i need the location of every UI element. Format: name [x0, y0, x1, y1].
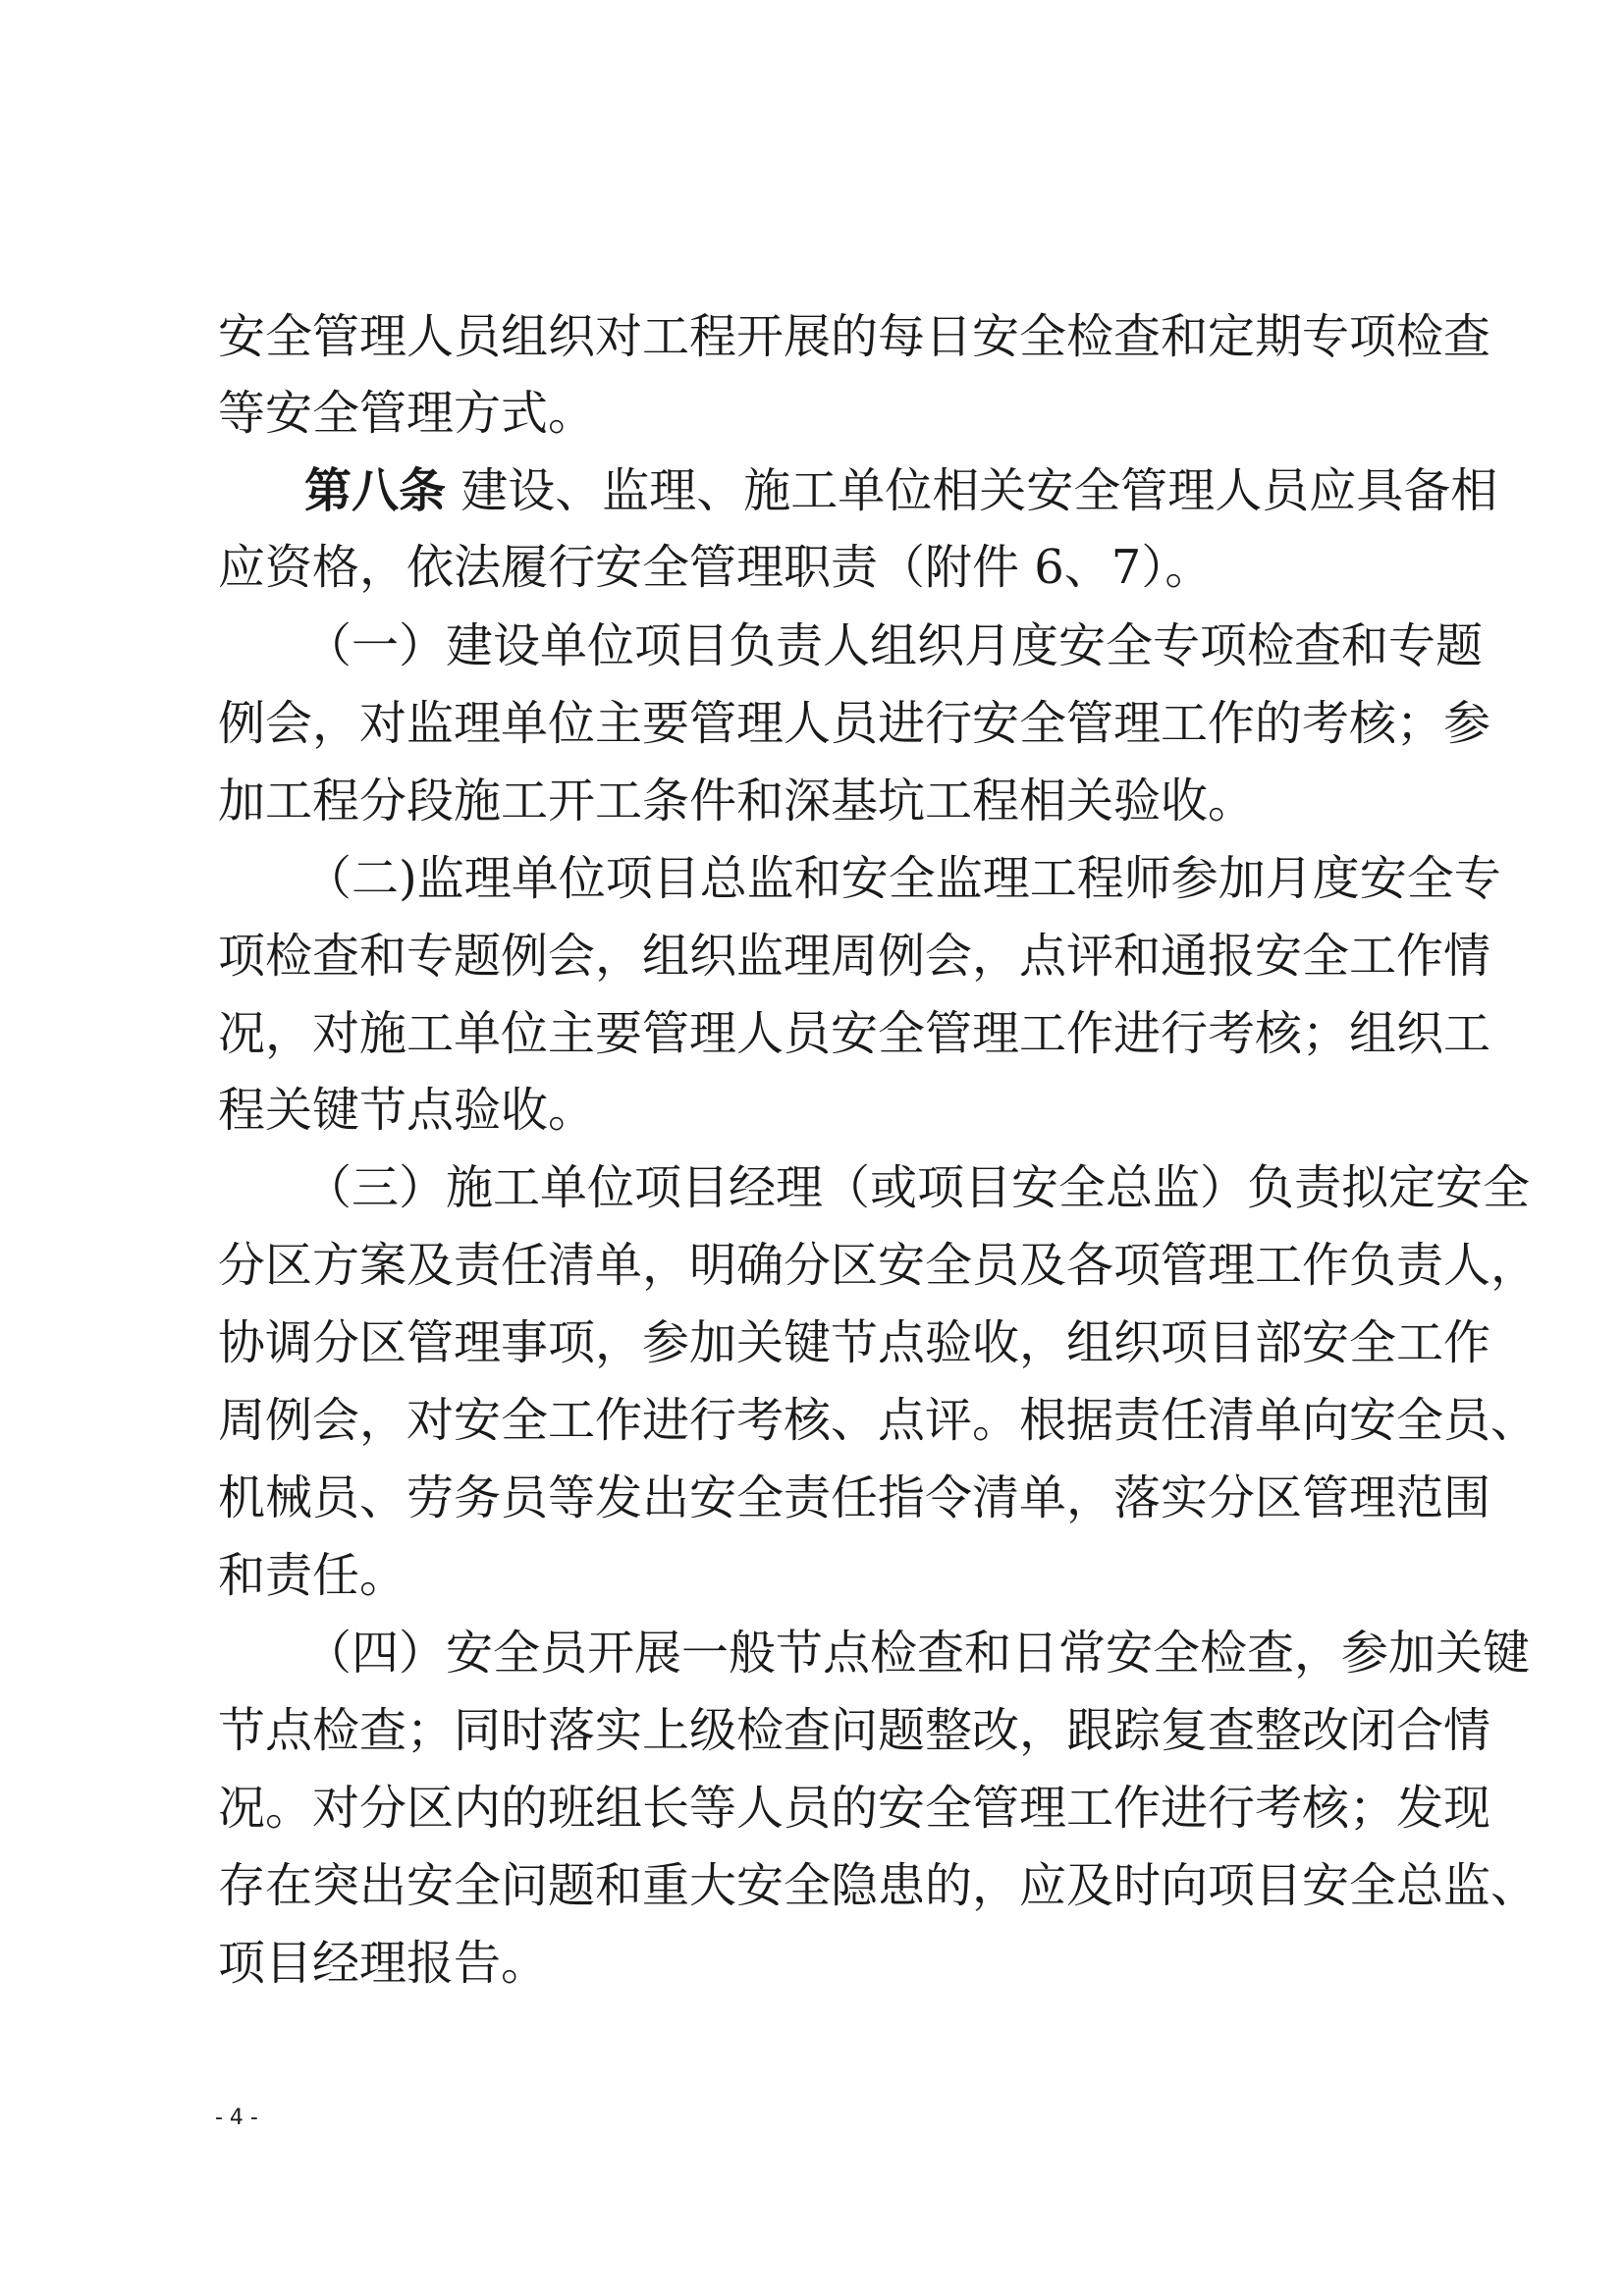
- paragraph-line: （一）建设单位项目负责人组织月度安全专项检查和专题: [304, 618, 1484, 673]
- paragraph-line: 等安全管理方式。: [218, 386, 596, 441]
- article-label: 第八条: [304, 463, 447, 518]
- article-8-line: [304, 461, 1498, 520]
- paragraph-line: 节点检查；同时落实上级检查问题整改，跟踪复查整改闭合情: [218, 1703, 1491, 1758]
- paragraph-line: 例会，对监理单位主要管理人员进行安全管理工作的考核；参: [218, 696, 1491, 751]
- page-number: - 4 -: [215, 2106, 258, 2130]
- paragraph-line: 和责任。: [218, 1548, 407, 1603]
- paragraph-line: 周例会，对安全工作进行考核、点评。根据责任清单向安全员、: [218, 1393, 1539, 1448]
- paragraph-line: 分区方案及责任清单，明确分区安全员及各项管理工作负责人，: [218, 1238, 1539, 1293]
- paragraph-line: 机械员、劳务员等发出安全责任指令清单，落实分区管理范围: [218, 1470, 1491, 1525]
- paragraph-line: 况，对施工单位主要管理人员安全管理工作进行考核；组织工: [218, 1006, 1491, 1061]
- paragraph-line: 安全管理人员组织对工程开展的每日安全检查和定期专项检查: [218, 309, 1491, 364]
- paragraph-line: 加工程分段施工开工条件和深基坑工程相关验收。: [218, 774, 1256, 828]
- paragraph-line: 项检查和专题例会，组织监理周例会，点评和通报安全工作情: [218, 929, 1491, 984]
- paragraph-line: （二)监理单位项目总监和安全监理工程师参加月度安全专: [304, 851, 1501, 906]
- paragraph-line: 存在突出安全问题和重大安全隐患的，应及时向项目安全总监、: [218, 1858, 1539, 1913]
- article-text: 建设、监理、施工单位相关安全管理人员应具备相: [460, 463, 1498, 518]
- paragraph-line: 协调分区管理事项，参加关键节点验收，组织项目部安全工作: [218, 1315, 1491, 1370]
- paragraph-line: 项目经理报告。: [218, 1936, 549, 1991]
- paragraph-line: （三）施工单位项目经理（或项目安全总监）负责拟定安全: [304, 1160, 1531, 1215]
- paragraph-line: （四）安全员开展一般节点检查和日常安全检查，参加关键: [304, 1626, 1531, 1681]
- paragraph-line: 应资格，依法履行安全管理职责（附件 6、7）。: [218, 540, 1213, 595]
- paragraph-line: 程关键节点验收。: [218, 1083, 596, 1138]
- paragraph-line: 况。对分区内的班组长等人员的安全管理工作进行考核；发现: [218, 1781, 1491, 1836]
